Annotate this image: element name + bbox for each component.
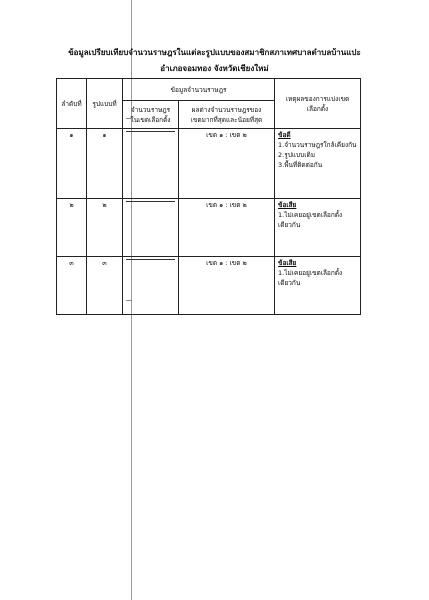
difference-line: เขต ๑ : เขต ๒: [206, 131, 247, 139]
header-population-info: ข้อมูลจำนวนราษฎร: [123, 79, 275, 101]
row-format: ๑: [87, 129, 123, 199]
comparison-table: [56, 78, 361, 315]
header-format: รูปแบบที่: [87, 79, 123, 129]
row-order: ๑: [57, 129, 87, 199]
reason-title: ข้อเสีย: [278, 259, 297, 267]
header-order: ลำดับที่: [57, 79, 87, 129]
row-order: ๒: [57, 199, 87, 257]
difference-line: เขต ๑ : เขต ๒: [206, 201, 247, 209]
row-reason: [275, 199, 361, 257]
row-format: ๒: [87, 199, 123, 257]
population-average-line: [126, 259, 175, 260]
row-order: ๓: [57, 257, 87, 315]
row-reason: [275, 129, 361, 199]
header-population-per-zone: จำนวนราษฎร ในเขตเลือกตั้ง: [123, 101, 179, 129]
row-difference: [179, 129, 275, 199]
reason-line: เดียวกัน: [278, 279, 301, 287]
header-row: [57, 79, 361, 101]
header-reason: เหตุผลของการแบ่งเขต เลือกตั้ง: [275, 79, 361, 129]
row-reason: [275, 257, 361, 315]
population-average-line: [126, 131, 175, 132]
table-row: [57, 199, 361, 257]
reason-line: 3.พื้นที่ติดต่อกัน: [278, 161, 323, 169]
reason-line: 1.จำนวนราษฎรใกล้เคียงกัน: [278, 141, 357, 149]
difference-line: เขต ๑ : เขต ๒: [206, 259, 247, 267]
reason-line: เดียวกัน: [278, 221, 301, 229]
table-row: [57, 257, 361, 315]
reason-line: 1.ไม่เคยอยู่เขตเลือกตั้ง: [278, 211, 343, 219]
row-population: [123, 199, 179, 257]
header-difference: ผลต่างจำนวนราษฎรของ เขตมากที่สุดและน้อยที่สุด: [179, 101, 275, 129]
reason-line: 2.รูปแบบเดิม: [278, 151, 315, 159]
row-format: ๓: [87, 257, 123, 315]
reason-line: 1.ไม่เคยอยู่เขตเลือกตั้ง: [278, 269, 343, 277]
row-difference: [179, 257, 275, 315]
population-average-line: [126, 201, 175, 202]
row-difference: [179, 199, 275, 257]
reason-title: ข้อเสีย: [278, 201, 297, 209]
row-population: [123, 257, 179, 315]
document-subtitle: อำเภอจอมทอง จังหวัดเชียงใหม่: [160, 64, 269, 73]
reason-title: ข้อดี: [278, 131, 291, 139]
table-row: [57, 129, 361, 199]
document-title: ข้อมูลเปรียบเทียบจำนวนราษฎรในแต่ละรูปแบบของสมาชิกสภาเทศบาลตำบลบ้านแปะ: [68, 48, 361, 57]
row-population: [123, 129, 179, 199]
